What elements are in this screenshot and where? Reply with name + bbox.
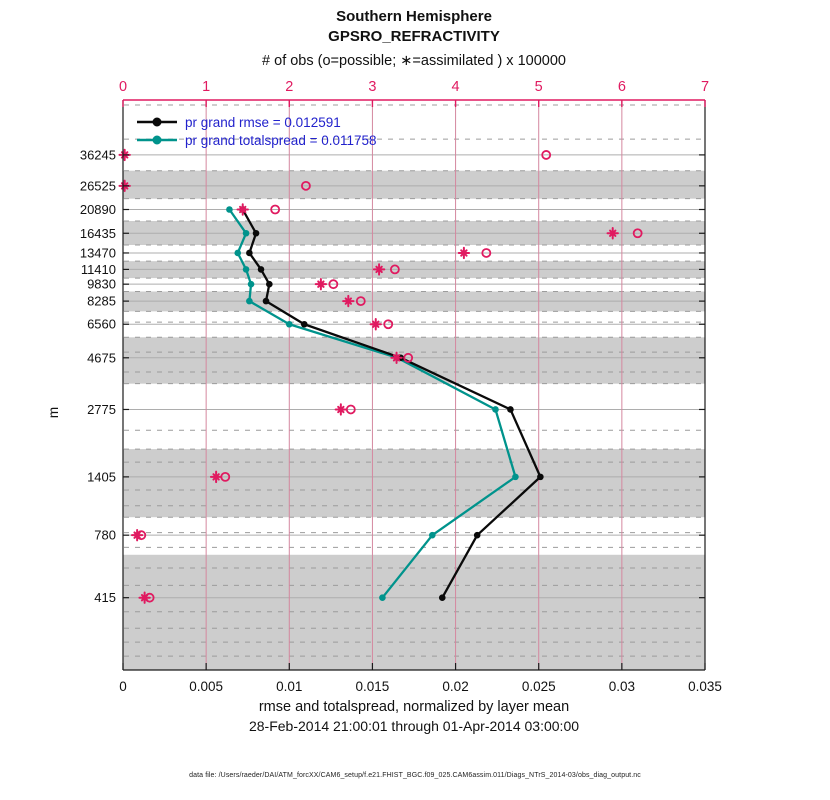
x-tick-label: 0.025 (521, 679, 556, 694)
obs-tick-label: 5 (534, 79, 543, 95)
legend (136, 113, 377, 149)
totalspread-marker (492, 406, 499, 413)
totalspread-marker (379, 594, 386, 601)
rmse-marker (439, 594, 446, 601)
y-tick-label: 20890 (79, 201, 116, 217)
y-tick-label: 26525 (79, 178, 116, 194)
rmse-marker (263, 298, 270, 305)
obs-tick-label: 0 (118, 79, 128, 95)
assimilated-star-marker (238, 204, 248, 214)
y-tick-label: 11410 (80, 261, 116, 277)
rmse-marker (253, 230, 260, 237)
x-tick-label: 0 (119, 679, 127, 694)
assimilated-star-marker (316, 279, 326, 289)
rmse-line-icon (136, 116, 178, 128)
totalspread-marker (429, 532, 436, 539)
chart-subtitle: GPSRO_REFRACTIVITY (328, 28, 500, 45)
y-tick-label: 16435 (79, 225, 116, 241)
y-tick-label: 9830 (87, 276, 116, 292)
shaded-band (123, 555, 705, 670)
y-tick-label: 1405 (87, 469, 116, 485)
x-tick-label: 0.01 (276, 679, 303, 694)
rmse-marker (301, 321, 308, 328)
y-tick-label: 36245 (79, 147, 116, 163)
y-tick-label: 8285 (87, 293, 116, 309)
legend-label-rmse: pr grand rmse = 0.012591 (185, 114, 341, 130)
y-tick-label: 6560 (87, 316, 116, 332)
totalspread-marker (248, 281, 255, 288)
chart-title: Southern Hemisphere (336, 8, 492, 25)
obs-tick-label: 4 (451, 79, 460, 95)
x-tick-label: 0.005 (189, 679, 224, 694)
obs-tick-label: 3 (368, 79, 377, 95)
y-tick-label: 2775 (87, 401, 116, 417)
totalspread-marker (246, 298, 253, 305)
y-axis-label: m (46, 406, 62, 419)
totalspread-marker (286, 321, 293, 328)
rmse-marker (537, 474, 544, 481)
x-axis-label: rmse and totalspread, normalized by layer mean (258, 699, 570, 715)
x-tick-label: 0.02 (442, 679, 469, 694)
totalspread-marker (243, 266, 250, 273)
rmse-marker (246, 250, 253, 257)
totalspread-marker (234, 250, 241, 257)
legend-label-totalspread: pr grand totalspread = 0.011758 (185, 132, 377, 148)
obs-tick-label: 6 (617, 79, 626, 95)
totalspread-marker (512, 474, 519, 481)
x-tick-label: 0.035 (688, 679, 722, 694)
y-tick-label: 4675 (87, 350, 116, 366)
legend-item-rmse (136, 113, 377, 131)
assimilated-star-marker (336, 404, 346, 414)
totalspread-line-icon (136, 134, 178, 146)
date-range-label: 28-Feb-2014 21:00:01 through 01-Apr-2014 03:00:00 (248, 718, 580, 734)
shaded-band (123, 449, 705, 517)
shaded-band (123, 171, 705, 199)
x-tick-label: 0.03 (608, 679, 635, 694)
obs-axis-label: # of obs (o=possible; ∗=assimilated ) x 100000 (262, 53, 566, 69)
obs-tick-label: 1 (202, 79, 211, 95)
totalspread-marker (226, 206, 233, 213)
obs-tick-label: 7 (700, 79, 710, 95)
totalspread-marker (243, 230, 250, 237)
y-tick-label: 415 (94, 590, 116, 606)
legend-item-totalspread (136, 131, 377, 149)
x-tick-label: 0.015 (355, 679, 390, 694)
rmse-marker (507, 406, 514, 413)
shaded-band (123, 337, 705, 383)
assimilated-star-marker (459, 248, 469, 258)
rmse-marker (266, 281, 273, 288)
data-file-label: data file: /Users/raeder/DAI/ATM_forcXX/CAM6_setup/f.e21.FHIST_BGC.f09_025.CAM6assim.011/Diags_NTrS_2014-03/obs_diag_output.nc (189, 772, 641, 779)
y-tick-label: 780 (94, 527, 116, 543)
rmse-marker (474, 532, 481, 539)
obs-tick-label: 2 (285, 79, 294, 95)
y-tick-label: 13470 (79, 245, 116, 261)
rmse-marker (258, 266, 265, 273)
